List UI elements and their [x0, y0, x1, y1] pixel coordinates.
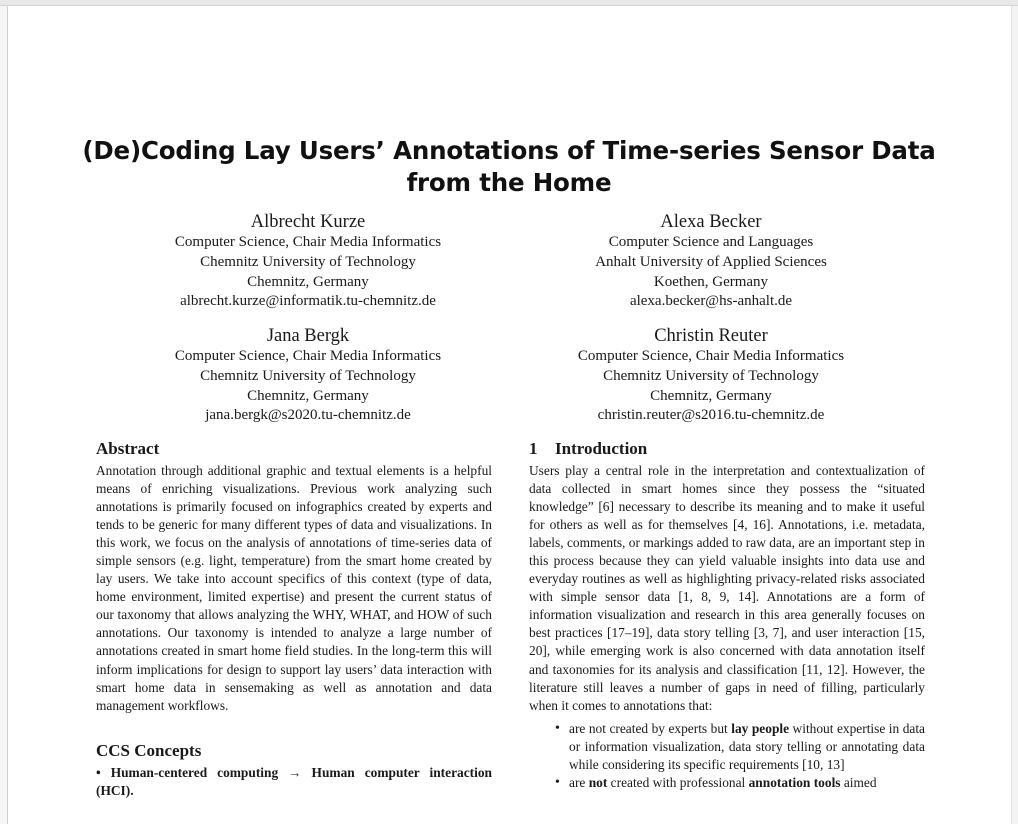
- list-item-emphasis: annotation tools: [748, 774, 841, 790]
- introduction-bullet-list: [529, 720, 925, 792]
- list-item: [569, 774, 925, 792]
- section-title: Introduction: [555, 439, 648, 458]
- author-name: Christin Reuter: [654, 326, 768, 346]
- list-item-text: created with professional: [607, 774, 749, 790]
- viewer-left-gutter: [0, 6, 8, 824]
- author-name: Alexa Becker: [660, 212, 762, 232]
- list-item-text: without expertise in data or information visualization, data story telling or annotating data while considering its specific requirements [10, 13]: [569, 720, 926, 772]
- author-email: jana.bergk@s2020.tu-chemnitz.de: [205, 407, 411, 424]
- introduction-heading: [529, 439, 925, 459]
- author-block-becker: [511, 211, 911, 312]
- list-item-emphasis: not: [588, 774, 608, 790]
- author-affiliation: Computer Science, Chair Media Informatics: [174, 348, 442, 364]
- author-institution: Chemnitz University of Technology: [603, 367, 819, 384]
- list-item-text: aimed: [840, 774, 877, 790]
- author-institution: Chemnitz University of Technology: [200, 367, 416, 384]
- abstract-text: Annotation through additional graphic and textual elements is a helpful means of enriching visualizations. Previous work analyzing such annotations is primarily focused on infographics created by experts and tends to be generic for many different types of data and visualizations. In this work, we focus on the analysis of annotations of time-series data of simple sensors (e.g. light, temperature) from the smart home created by lay users. We take into account specifics of this context (type of data, home environment, limited expertise) and present the current status of our taxonomy that allows analyzing the WHY, WHAT, and HOW of such annotations. Our taxonomy is intended to analyze a large number of annotations created in smart home field studies. In the long-term this will inform implications for design to support lay users’ data interaction with smart home data in sensemaking as well as annotation and data management workflows.: [96, 463, 492, 713]
- author-email: christin.reuter@s2016.tu-chemnitz.de: [597, 407, 825, 424]
- author-email: albrecht.kurze@informatik.tu-chemnitz.de: [180, 293, 436, 310]
- abstract-heading: Abstract: [96, 439, 160, 458]
- list-item-text: are not created by experts but: [569, 720, 732, 736]
- author-block-bergk: [108, 325, 508, 426]
- author-location: Chemnitz, Germany: [247, 273, 369, 290]
- author-location: Koethen, Germany: [653, 273, 769, 290]
- author-affiliation: Computer Science, Chair Media Informatics: [174, 234, 442, 250]
- author-location: Chemnitz, Germany: [247, 387, 369, 404]
- author-block-reuter: [511, 325, 911, 426]
- author-email: alexa.becker@hs-anhalt.de: [629, 293, 793, 310]
- list-item: [569, 720, 925, 774]
- ccs-concepts-heading: CCS Concepts: [96, 740, 202, 760]
- list-item-emphasis: lay people: [731, 720, 790, 736]
- author-institution: Chemnitz University of Technology: [200, 253, 416, 270]
- author-affiliation: Computer Science and Languages: [608, 234, 814, 250]
- title-line-1: (De)Coding Lay Users’ Annotations of Time-series Sensor Data: [82, 136, 936, 165]
- author-name: Jana Bergk: [266, 326, 350, 346]
- author-block-kurze: [108, 211, 508, 312]
- list-item-text: are: [569, 774, 589, 790]
- author-affiliation: Computer Science, Chair Media Informatics: [577, 348, 845, 364]
- viewer-scrollbar-track[interactable]: [1011, 6, 1018, 824]
- author-name: Albrecht Kurze: [250, 212, 366, 232]
- ccs-concepts-text: • Human-centered computing → Human computer interaction (HCI).: [96, 764, 492, 798]
- left-column: [96, 439, 492, 800]
- introduction-text: Users play a central role in the interpretation and contextualization of data collected in smart homes since they possess the “situated knowledge” [6] necessary to describe its meaning and to make it useful for others as well as for themselves [4, 16]. Annotations, i.e. metadata, labels, comments, or markings added to raw data, are an important step in this process because they can yield valuable insights into data use and everyday routines as well as highlighting privacy-related risks associated with simple sensor data [1, 8, 9, 14]. Annotations are a form of information visualization and research in this area generally focuses on best practices [17–19], data story telling [3, 7], and user interaction [15, 20], while emerging work is also concerned with data annotation itself and taxonomies for its analysis and classification [11, 12]. However, the literature still leaves a number of gaps in need of filling, particularly when it comes to annotations that:: [529, 463, 925, 713]
- section-number: 1: [529, 439, 538, 458]
- author-location: Chemnitz, Germany: [650, 387, 772, 404]
- author-institution: Anhalt University of Applied Sciences: [595, 253, 827, 270]
- right-column: [529, 439, 925, 792]
- paper-title: [0, 135, 1018, 199]
- title-line-2: from the Home: [406, 168, 612, 197]
